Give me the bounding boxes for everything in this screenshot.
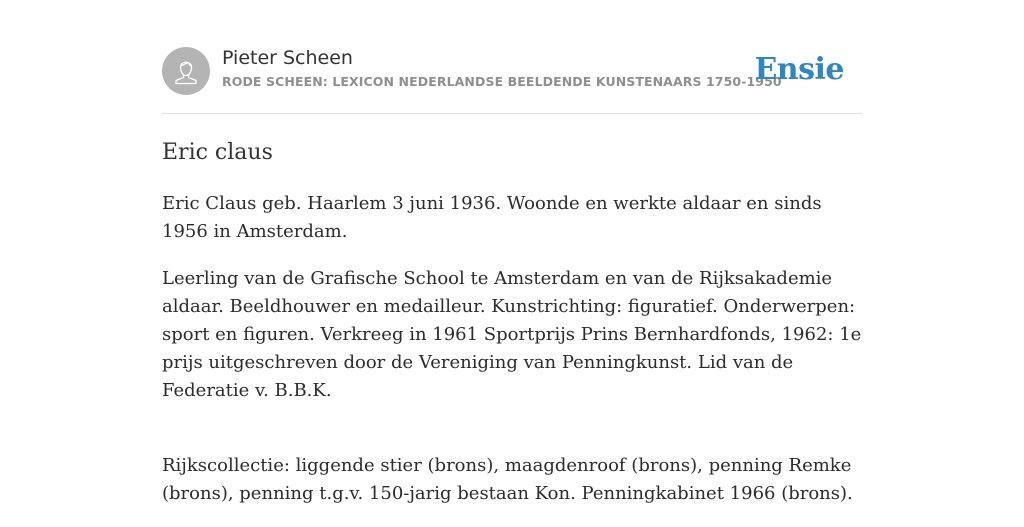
user-silhouette-icon [162,47,210,95]
author-avatar[interactable] [162,47,210,95]
article-paragraph: Rijkscollectie: liggende stier (brons), maagdenroof (brons), penning Remke (brons), penning t.g.v. 150-jarig bestaan Kon. Penningkabinet 1966 (brons). [162,455,853,504]
header-divider [162,113,862,114]
author-header [162,46,862,96]
article-paragraph: Eric Claus geb. Haarlem 3 juni 1936. Woonde en werkte aldaar en sinds 1956 in Amsterdam. [162,193,822,242]
article-paragraph: Leerling van de Grafische School te Amsterdam en van de Rijksakademie aldaar. Beeldhouwer en medailleur. Kunstrichting: figuratief. Onderwerpen: sport en figuren. Verkreeg in 1961 Sportprijs Prins Bernhardfonds, 1962: 1e prijs uitgeschreven door de Vereniging van Penningkunst. Lid van de Federatie v. B.B.K. [162,268,862,401]
article-body [162,190,862,527]
article-title: Eric claus [162,140,273,165]
ensie-logo[interactable]: Ensie [754,52,844,87]
paragraph-spacer [162,424,862,452]
author-name[interactable]: Pieter Scheen [222,47,353,69]
source-title[interactable]: RODE SCHEEN: LEXICON NEDERLANDSE BEELDENDE KUNSTENAARS 1750-1950 [222,74,782,89]
